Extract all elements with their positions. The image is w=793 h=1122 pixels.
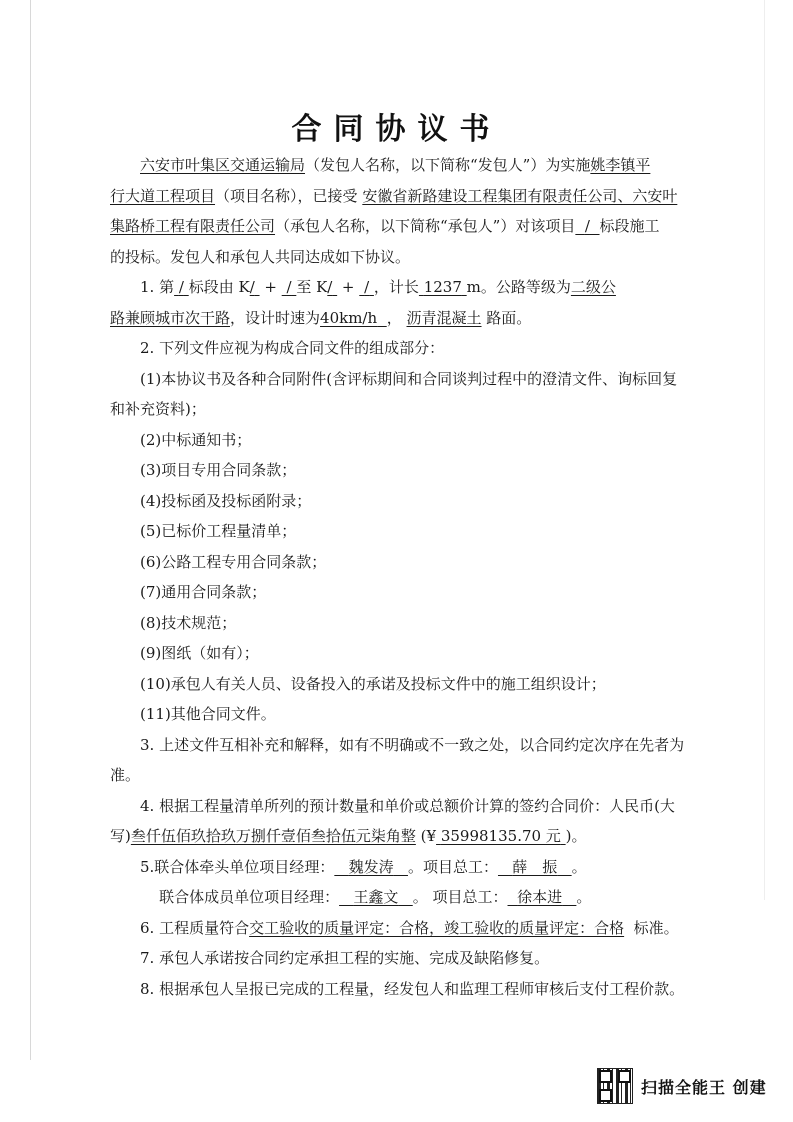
- start-m: /: [286, 278, 292, 296]
- member-chief-engineer: 徐本进: [517, 888, 563, 906]
- project-name-part2: 行大道工程项目: [110, 186, 216, 205]
- design-speed: 40km/h: [320, 308, 378, 327]
- member-project-manager: 王鑫文: [353, 888, 399, 906]
- end-km: /: [327, 278, 333, 296]
- clause2-item: (9)图纸（如有）；: [140, 644, 259, 662]
- clause1-section: /: [178, 278, 184, 296]
- page-edge-line: [30, 0, 31, 1060]
- contractor-name-part1: 安徽省新路建设工程集团有限责任公司、六安叶: [362, 186, 678, 205]
- contractor-name-part2: 集路桥工程有限责任公司: [110, 217, 276, 235]
- pavement-type: 沥青混凝土: [406, 308, 482, 327]
- clause-5: 5.联合体牵头单位项目经理： 魏发涛 。项目总工： 薛 振 。: [140, 857, 587, 876]
- watermark-text: 扫描全能王 创建: [641, 1077, 767, 1097]
- document-title: 合同协议书: [291, 112, 502, 147]
- start-km: /: [249, 278, 255, 296]
- clause-6: 6. 工程质量符合交工验收的质量评定：合格，竣工验收的质量评定：合格 标准。: [140, 918, 679, 937]
- contract-body: [110, 150, 688, 1004]
- clause2-item: (3)项目专用合同条款；: [140, 461, 297, 479]
- road-grade-part2: 路兼顾城市次干路: [110, 308, 231, 327]
- clause2-item: (4)投标函及投标函附录；: [140, 491, 312, 510]
- road-grade-part1: 二级公: [570, 278, 616, 296]
- clause-4: 4. 根据工程量清单所列的预计数量和单价或总额价计算的签约合同价：人民币(大写)叁仟伍佰玖拾玖万捌仟壹佰叁拾伍元柒角整 (¥ 35998135.70 元 )。: [110, 796, 675, 845]
- road-length: 1237: [423, 278, 462, 296]
- end-m: /: [364, 278, 370, 296]
- clause-5-member: 联合体成员单位项目经理： 王鑫文 。 项目总工： 徐本进 。: [159, 888, 592, 906]
- clause-1: 1. 第 / 标段由 K/ + / 至 K/ + / ，计长 1237 m。公路等级为二级公 路兼顾城市次干路，设计时速为40km/h ， 沥青混凝土 路面。: [110, 278, 616, 327]
- employer-name: 六安市叶集区交通运输局: [140, 156, 306, 174]
- contract-price-number: 35998135.70 元: [440, 827, 561, 845]
- quality-standard: 交工验收的质量评定：合格，竣工验收的质量评定：合格: [249, 918, 625, 937]
- contract-price-words: 叁仟伍佰玖拾玖万捌仟壹佰叁拾伍元柒角整: [130, 827, 416, 845]
- project-name-part1: 姚李镇平: [590, 156, 651, 174]
- section-number: /: [584, 217, 590, 235]
- clause-8: 8. 根据承包人呈报已完成的工程量，经发包人和监理工程师审核后支付工程价款。: [140, 979, 685, 998]
- clause2-item: (5)已标价工程量清单；: [140, 522, 297, 540]
- clause-3: 3. 上述文件互相补充和解释，如有不明确或不一致之处，以合同约定次序在先者为准。: [110, 735, 685, 784]
- lead-project-manager: 魏发涛: [348, 857, 394, 876]
- scanner-watermark: [597, 1068, 767, 1104]
- intro-paragraph: 六安市叶集区交通运输局（发包人名称，以下简称“发包人”）为实施姚李镇平 行大道工程项目（项目名称），已接受 安徽省新路建设工程集团有限责任公司、六安叶 集路桥工程有限责任公司（承包人名称，以下简称“承包人”）对该项目 / 标段施工 的投标。发包人和承包人共同达成如下协议。: [110, 156, 678, 266]
- clause2-item: (7)通用合同条款；: [140, 583, 267, 601]
- clause-7: 7. 承包人承诺按合同约定承担工程的实施、完成及缺陷修复。: [140, 949, 550, 967]
- clause-2-heading: 2. 下列文件应视为构成合同文件的组成部分：: [140, 339, 445, 357]
- clause2-item: (6)公路工程专用合同条款；: [140, 552, 327, 571]
- clause2-item: (1)本协议书及各种合同附件(含评标期间和合同谈判过程中的澄清文件、询标回复和补充资料)；: [110, 369, 678, 418]
- lead-chief-engineer: 薛 振: [512, 857, 558, 876]
- qr-code-icon: [597, 1068, 633, 1104]
- clause2-item: (11)其他合同文件。: [140, 705, 276, 723]
- clause2-item: (2)中标通知书；: [140, 430, 252, 449]
- clause2-item: (8)技术规范；: [140, 613, 237, 632]
- clause2-item: (10)承包人有关人员、设备投入的承诺及投标文件中的施工组织设计；: [140, 674, 606, 693]
